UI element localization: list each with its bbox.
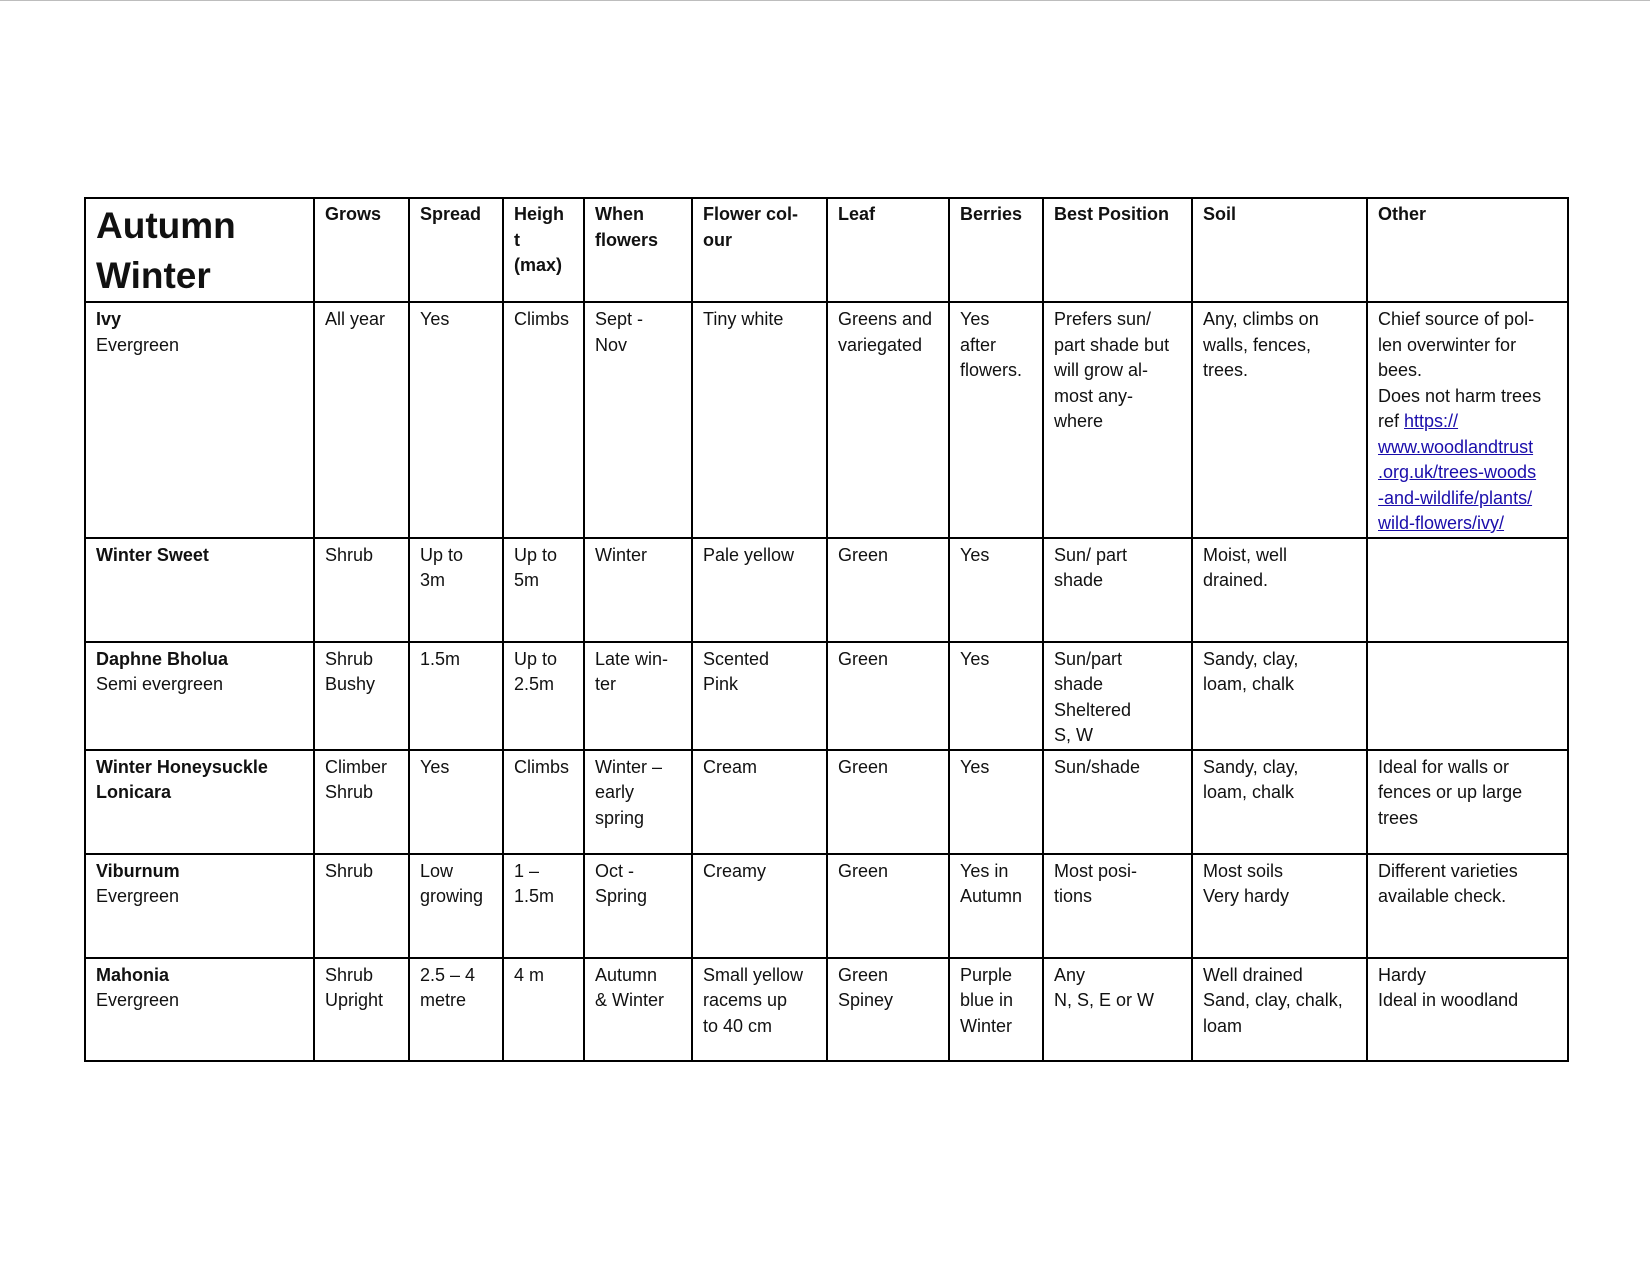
plant-name: Mahonia bbox=[96, 964, 170, 985]
table-row bbox=[85, 750, 1568, 854]
position-cell: Sun/shade bbox=[1043, 750, 1192, 854]
spread-cell: Yes bbox=[409, 302, 503, 538]
when-cell: Autumn & Winter bbox=[584, 958, 692, 1061]
plant-subtype: Evergreen bbox=[96, 334, 180, 355]
soil-cell: Sandy, clay, loam, chalk bbox=[1192, 750, 1367, 854]
colour-cell: Cream bbox=[692, 750, 827, 854]
plant-cell bbox=[85, 750, 314, 854]
height-cell: 1 – 1.5m bbox=[503, 854, 584, 958]
header-soil: Soil bbox=[1192, 198, 1367, 302]
when-cell: Oct - Spring bbox=[584, 854, 692, 958]
height-cell: Climbs bbox=[503, 302, 584, 538]
header-berries: Berries bbox=[949, 198, 1043, 302]
soil-cell: Sandy, clay, loam, chalk bbox=[1192, 642, 1367, 750]
height-cell: Up to 5m bbox=[503, 538, 584, 642]
table-row bbox=[85, 854, 1568, 958]
other-cell: Ideal for walls or fences or up large trees bbox=[1367, 750, 1568, 854]
position-cell: Sun/part shade Sheltered S, W bbox=[1043, 642, 1192, 750]
when-cell: Winter – early spring bbox=[584, 750, 692, 854]
plant-cell bbox=[85, 854, 314, 958]
header-grows: Grows bbox=[314, 198, 409, 302]
other-cell: Different varieties available check. bbox=[1367, 854, 1568, 958]
plant-subtype: Evergreen bbox=[96, 990, 180, 1010]
table-row bbox=[85, 958, 1568, 1061]
colour-cell: Scented Pink bbox=[692, 642, 827, 750]
grows-cell: Shrub Upright bbox=[314, 958, 409, 1061]
plant-cell bbox=[85, 302, 314, 538]
other-text: Chief source of pol- len overwinter for bees. Does not harm trees ref bbox=[1378, 309, 1542, 431]
plant-name: Winter Honeysuckle Lonicara bbox=[96, 756, 268, 802]
grows-cell: Shrub Bushy bbox=[314, 642, 409, 750]
soil-cell: Most soils Very hardy bbox=[1192, 854, 1367, 958]
plant-cell bbox=[85, 958, 314, 1061]
colour-cell: Small yellow racems up to 40 cm bbox=[692, 958, 827, 1061]
spread-cell: 2.5 – 4 metre bbox=[409, 958, 503, 1061]
grows-cell: Shrub bbox=[314, 854, 409, 958]
leaf-cell: Green bbox=[827, 854, 949, 958]
plant-subtype: Semi evergreen bbox=[96, 674, 224, 694]
berries-cell: Yes bbox=[949, 642, 1043, 750]
grows-cell: Climber Shrub bbox=[314, 750, 409, 854]
plant-table bbox=[84, 197, 1569, 1062]
spread-cell: Up to 3m bbox=[409, 538, 503, 642]
other-cell: Hardy Ideal in woodland bbox=[1367, 958, 1568, 1061]
berries-cell: Yes in Autumn bbox=[949, 854, 1043, 958]
page-top-rule bbox=[0, 0, 1650, 1]
table-row bbox=[85, 538, 1568, 642]
position-cell: Prefers sun/ part shade but will grow al- most any- where bbox=[1043, 302, 1192, 538]
leaf-cell: Green bbox=[827, 538, 949, 642]
header-when-flowers: When flowers bbox=[584, 198, 692, 302]
table-row bbox=[85, 642, 1568, 750]
leaf-cell: Green bbox=[827, 642, 949, 750]
plant-cell bbox=[85, 538, 314, 642]
table-title: Autumn Winter bbox=[85, 198, 314, 302]
soil-cell: Well drained Sand, clay, chalk, loam bbox=[1192, 958, 1367, 1061]
berries-cell: Yes bbox=[949, 538, 1043, 642]
header-best-position: Best Position bbox=[1043, 198, 1192, 302]
when-cell: Winter bbox=[584, 538, 692, 642]
spread-cell: Yes bbox=[409, 750, 503, 854]
plant-name: Ivy bbox=[96, 309, 122, 329]
header-flower-colour: Flower col- our bbox=[692, 198, 827, 302]
header-other: Other bbox=[1367, 198, 1568, 302]
position-cell: Most posi- tions bbox=[1043, 854, 1192, 958]
berries-cell: Yes bbox=[949, 750, 1043, 854]
when-cell: Sept - Nov bbox=[584, 302, 692, 538]
grows-cell: All year bbox=[314, 302, 409, 538]
colour-cell: Tiny white bbox=[692, 302, 827, 538]
height-cell: 4 m bbox=[503, 958, 584, 1061]
soil-cell: Moist, well drained. bbox=[1192, 538, 1367, 642]
header-leaf: Leaf bbox=[827, 198, 949, 302]
table-header-row bbox=[85, 198, 1568, 302]
height-cell: Climbs bbox=[503, 750, 584, 854]
other-cell bbox=[1367, 538, 1568, 642]
leaf-cell: Green bbox=[827, 750, 949, 854]
grows-cell: Shrub bbox=[314, 538, 409, 642]
colour-cell: Creamy bbox=[692, 854, 827, 958]
colour-cell: Pale yellow bbox=[692, 538, 827, 642]
plant-name: Daphne Bholua bbox=[96, 648, 229, 669]
leaf-cell: Green Spiney bbox=[827, 958, 949, 1061]
spread-cell: Low growing bbox=[409, 854, 503, 958]
height-cell: Up to 2.5m bbox=[503, 642, 584, 750]
when-cell: Late win- ter bbox=[584, 642, 692, 750]
plant-subtype: Evergreen bbox=[96, 886, 180, 906]
other-cell bbox=[1367, 642, 1568, 750]
header-spread: Spread bbox=[409, 198, 503, 302]
spread-cell: 1.5m bbox=[409, 642, 503, 750]
plant-cell bbox=[85, 642, 314, 750]
position-cell: Sun/ part shade bbox=[1043, 538, 1192, 642]
woodland-trust-link[interactable]: https:// www.woodlandtrust .org.uk/trees-woods -and-wildlife/plants/ wild-flowers/ivy/ bbox=[1378, 411, 1537, 533]
table-row bbox=[85, 302, 1568, 538]
plant-name: Winter Sweet bbox=[96, 544, 209, 565]
berries-cell: Purple blue in Winter bbox=[949, 958, 1043, 1061]
leaf-cell: Greens and variegated bbox=[827, 302, 949, 538]
plant-name: Viburnum bbox=[96, 860, 180, 881]
header-height: Heigh t (max) bbox=[503, 198, 584, 302]
position-cell: Any N, S, E or W bbox=[1043, 958, 1192, 1061]
other-cell bbox=[1367, 302, 1568, 538]
berries-cell: Yes after flowers. bbox=[949, 302, 1043, 538]
soil-cell: Any, climbs on walls, fences, trees. bbox=[1192, 302, 1367, 538]
